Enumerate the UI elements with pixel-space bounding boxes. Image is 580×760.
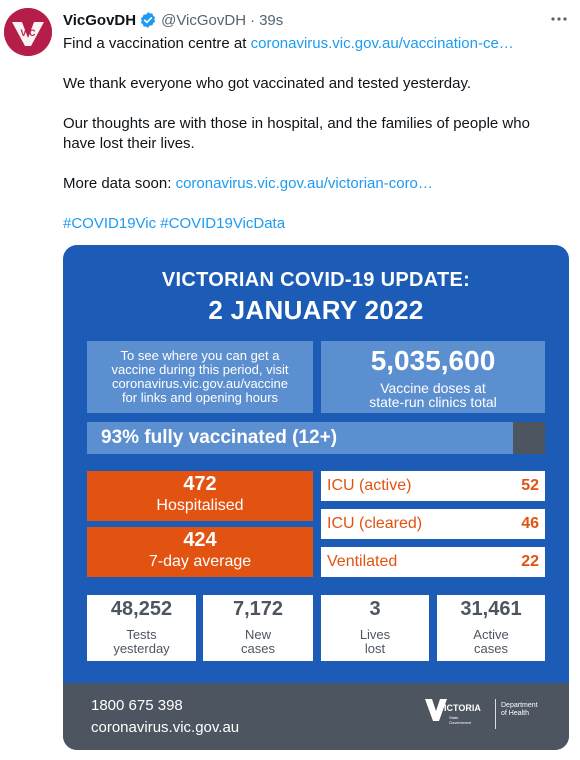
tweet-header	[63, 10, 283, 30]
ventilated-value: 22	[521, 553, 539, 570]
icu-cleared-row	[321, 509, 545, 539]
stat-label-1: Lives	[359, 627, 391, 642]
seven-day-average-value: 424	[183, 529, 217, 551]
ventilated-label: Ventilated	[327, 553, 398, 570]
where-line-4: for links and opening hours	[121, 390, 279, 405]
svg-text:VIC: VIC	[20, 28, 36, 38]
covid-update-image[interactable]	[63, 245, 569, 750]
icu-active-label: ICU (active)	[327, 477, 412, 494]
hospitalised-label: Hospitalised	[156, 497, 244, 514]
where-line-3: coronavirus.vic.gov.au/vaccine	[111, 376, 289, 391]
more-horizontal-icon[interactable]	[548, 8, 570, 30]
line4-prefix: More data soon:	[63, 175, 176, 192]
doses-value: 5,035,600	[370, 345, 496, 376]
avatar[interactable]	[4, 8, 52, 56]
line1-prefix: Find a vaccination centre at	[63, 35, 251, 52]
dept-line-2: of Health	[501, 710, 530, 717]
vaccine-doses-box	[321, 341, 545, 413]
phone-number: 1800 675 398	[91, 697, 183, 714]
hospitalised-box	[87, 471, 313, 521]
handle[interactable]: @VicGovDH	[161, 11, 247, 29]
stat-value: 31,461	[460, 598, 522, 620]
ventilated-row	[321, 547, 545, 577]
hashtag-covid19vic[interactable]: #COVID19Vic	[63, 215, 157, 232]
stat-label-1: New	[244, 627, 271, 642]
icu-cleared-label: ICU (cleared)	[327, 515, 423, 532]
tweet-line-2: We thank everyone who got vaccinated and tested yesterday.	[63, 75, 472, 92]
doses-label-1: Vaccine doses at	[380, 380, 486, 396]
seven-day-average-box	[87, 527, 313, 577]
svg-text:VICTORIA: VICTORIA	[438, 703, 481, 713]
svg-text:State: State	[449, 715, 459, 720]
stat-label	[437, 628, 545, 656]
stat-label	[321, 628, 429, 656]
svg-text:Government: Government	[449, 720, 472, 725]
hospitalised-value: 472	[183, 473, 217, 495]
tweet-line-3: Our thoughts are with those in hospital, and the families of people who have lost their lives.	[63, 115, 530, 152]
stat-value: 3	[369, 598, 381, 620]
hashtags	[63, 214, 285, 234]
doses-label-2: state-run clinics total	[369, 394, 497, 410]
verified-badge-icon	[139, 11, 157, 29]
stat-label-2: yesterday	[113, 641, 170, 656]
icu-active-value: 52	[521, 477, 539, 494]
stat-label-2: cases	[474, 641, 508, 656]
vaccine-location-info	[87, 341, 313, 413]
doses-label	[321, 381, 545, 409]
icu-active-row	[321, 471, 545, 501]
stat-active-cases	[437, 595, 545, 661]
more-data-link[interactable]: coronavirus.vic.gov.au/victorian-coro…	[175, 175, 433, 192]
where-line-1: To see where you can get a	[120, 348, 280, 363]
vaccination-progress-bar	[87, 422, 545, 454]
seven-day-average-label: 7-day average	[148, 553, 252, 570]
dept-line-1: Department	[501, 702, 538, 709]
stat-value: 48,252	[110, 598, 173, 620]
stat-tests	[87, 595, 196, 661]
display-name[interactable]: VicGovDH	[63, 11, 137, 29]
stat-new-cases	[203, 595, 313, 661]
stat-label	[87, 628, 196, 656]
stat-lives-lost	[321, 595, 429, 661]
tweet-line-1	[63, 34, 514, 54]
card-title-line1: VICTORIAN COVID-19 UPDATE:	[161, 269, 471, 291]
card-title-date: 2 JANUARY 2022	[208, 295, 424, 325]
logo-divider	[495, 699, 496, 729]
separator-dot: ·	[250, 11, 256, 29]
victoria-state-government-logo-icon	[423, 697, 485, 733]
stat-label	[203, 628, 313, 656]
website: coronavirus.vic.gov.au	[91, 719, 240, 736]
vaccination-centre-link[interactable]: coronavirus.vic.gov.au/vaccination-ce…	[250, 35, 514, 52]
card-footer	[63, 683, 569, 750]
vic-gov-logo-icon	[4, 8, 52, 56]
stat-label-2: lost	[364, 641, 386, 656]
department-of-health	[501, 702, 538, 718]
icu-cleared-value: 46	[521, 515, 539, 532]
tweet-line-4	[63, 174, 433, 194]
hashtag-covid19vicdata[interactable]: #COVID19VicData	[160, 215, 286, 232]
stat-value: 7,172	[232, 598, 284, 620]
stat-label-1: Active	[473, 627, 509, 642]
timestamp[interactable]: 39s	[259, 11, 284, 29]
vaccination-progress-text: 93% fully vaccinated (12+)	[101, 427, 338, 448]
stat-label-1: Tests	[126, 627, 157, 642]
where-line-2: vaccine during this period, visit	[111, 362, 289, 377]
stat-label-2: cases	[241, 641, 275, 656]
